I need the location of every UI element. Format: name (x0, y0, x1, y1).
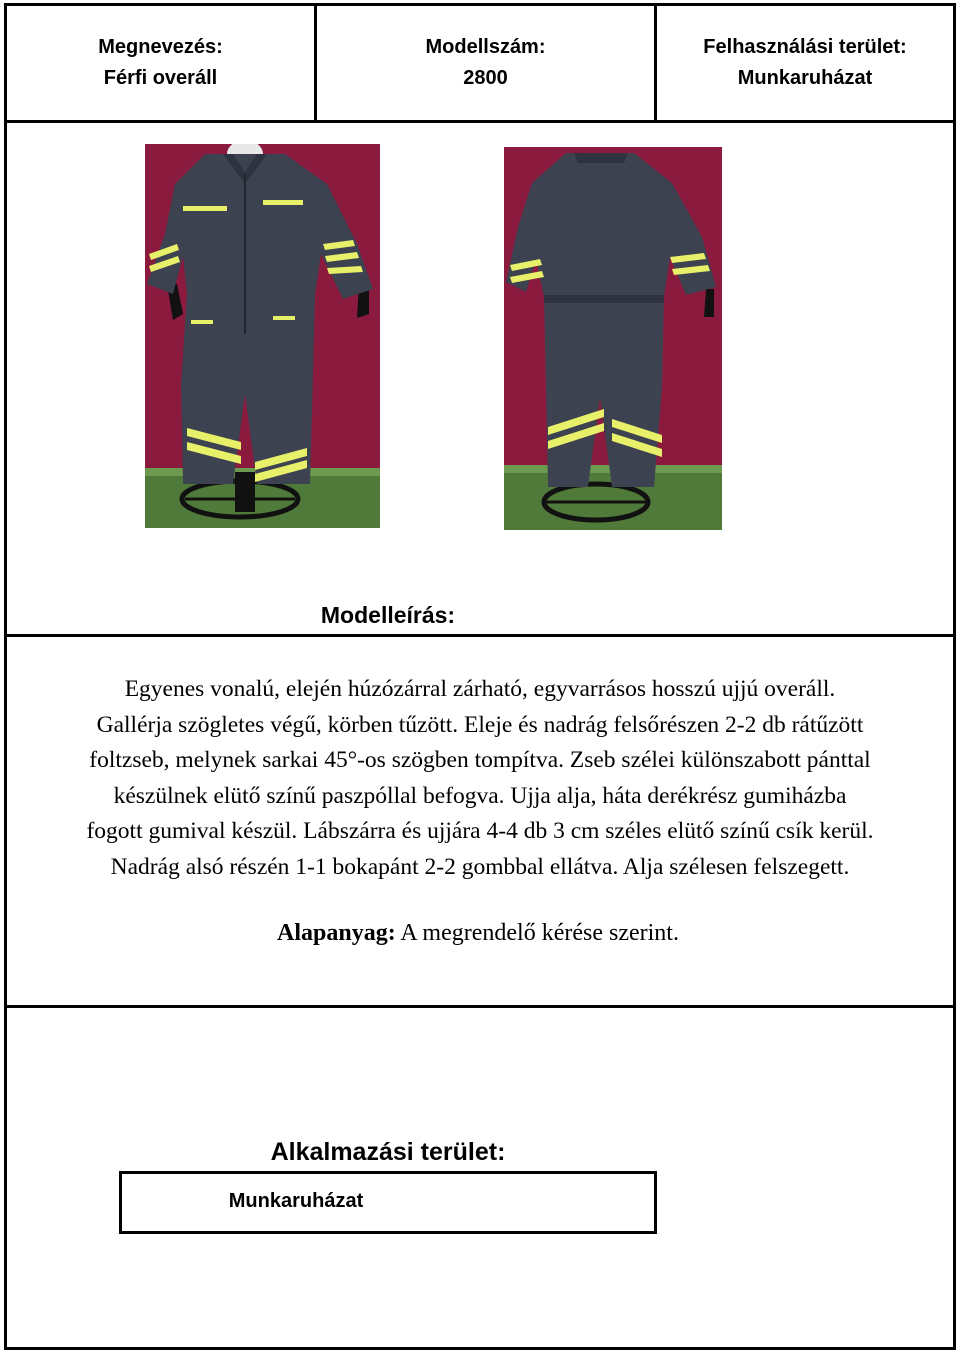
description-text (6, 672, 954, 885)
name-label: Megnevezés: (98, 36, 223, 58)
application-value-box (119, 1171, 657, 1234)
coverall-back-photo (504, 147, 722, 530)
name-cell (4, 3, 317, 123)
usage-value: Munkaruházat (737, 67, 873, 89)
description-line: foltzseb, melynek sarkai 45°-os szögben tompítva. Zseb szélei különszabott pánttal (89, 747, 871, 773)
application-value: Munkaruházat (228, 1190, 364, 1212)
material-label: Alapanyag: (277, 920, 396, 946)
model-value: 2800 (463, 67, 508, 89)
coverall-front-photo (145, 144, 380, 528)
usage-cell (654, 3, 956, 123)
name-value: Férfi overáll (103, 67, 218, 89)
model-cell (314, 3, 657, 123)
description-line: Egyenes vonalú, elején húzózárral zárható, egyvarrásos hosszú ujjú overáll. (124, 676, 836, 702)
description-line: Gallérja szögletes végű, körben tűzött. Eleje és nadrág felsőrészen 2-2 db rátűzött (96, 711, 864, 738)
description-line: fogott gumival készül. Lábszárra és ujjára 4-4 db 3 cm széles elütő színű csík kerül. (86, 818, 874, 844)
description-line: készülnek elütő színű paszpóllal befogva. Ujja alja, háta derékrész gumiházba (113, 782, 847, 809)
material-value: A megrendelő kérése szerint. (400, 920, 679, 946)
model-label: Modellszám: (425, 36, 546, 58)
usage-label: Felhasználási terület: (703, 36, 907, 58)
application-heading: Alkalmazási terület: (270, 1138, 506, 1166)
material-line (0, 920, 956, 947)
description-line: Nadrág alsó részén 1-1 bokapánt 2-2 gombbal ellátva. Alja szélesen felszegett. (110, 853, 850, 880)
description-heading: Modelleírás: (320, 602, 456, 628)
